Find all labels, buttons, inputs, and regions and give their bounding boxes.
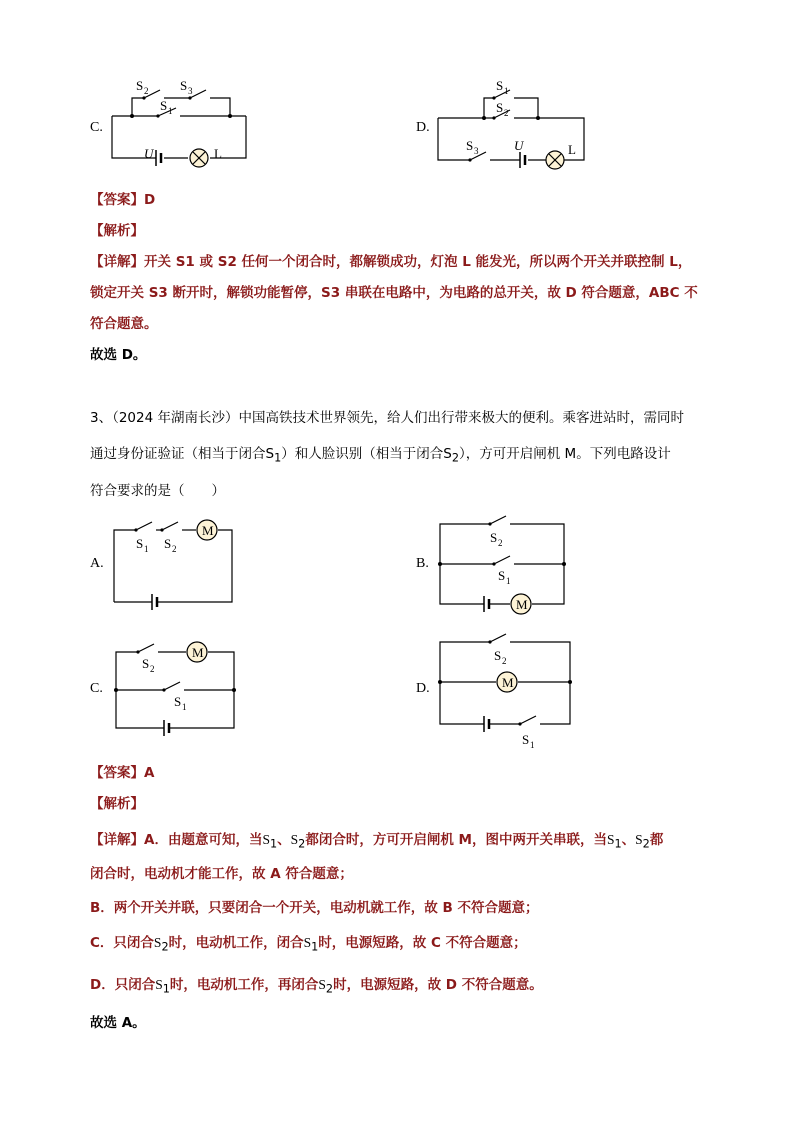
answer-label: 【答案】 [90,765,144,781]
q2-detail-line-1: 【详解】开关 S1 或 S2 任何一个闭合时，都解锁成功，灯泡 L 能发光，所以两个开关并联控制 L， [90,254,692,270]
q3-detail-a-line-1: 【详解】A．由题意可知，当$S_1$、$S_2$都闭合时，方可开启闸机 M，图中两开关串联，当$S_1$、$S_2$都 [90,832,664,851]
q3-choose: 故选 A。 [90,1015,146,1031]
svg-text:2: 2 [498,538,503,548]
svg-text:1: 1 [182,702,187,712]
svg-text:1: 1 [144,544,149,554]
q3-circuit-d [434,628,574,752]
svg-text:2: 2 [504,108,509,118]
q2-option-d-label: D. [416,120,430,135]
q2-choose: 故选 D。 [90,347,147,363]
svg-text:L: L [214,146,222,161]
svg-text:S: S [164,536,172,551]
q2-detail-line-2: 锁定开关 S3 断开时，解锁功能暂停，S3 串联在电路中，为电路的总开关，故 D 符合题意，ABC 不 [90,285,698,301]
q3-option-d-label: D. [416,681,430,696]
svg-text:M: M [192,645,204,660]
q3-detail-d: D．只闭合$S_1$时，电动机工作，再闭合$S_2$时，电源短路，故 D 不符合题意。 [90,977,543,996]
svg-text:M: M [202,523,214,538]
q2-circuit-d [434,78,594,173]
q3-detail-a-line-2: 闭合时，电动机才能工作，故 A 符合题意； [90,866,353,882]
svg-text:2: 2 [172,544,177,554]
q2-option-c-label: C. [90,120,103,135]
q2-circuit-c [108,78,258,173]
q3-stem-line-1: 3、（2024 年湖南长沙）中国高铁技术世界领先，给人们出行带来极大的便利。乘客进站时，需同时 [90,410,684,426]
svg-text:S: S [496,78,504,93]
q2-detail-line-3: 符合题意。 [90,316,158,332]
q3-analysis-label: 【解析】 [90,796,144,812]
svg-text:L: L [568,142,576,157]
svg-text:1: 1 [168,106,173,116]
svg-text:3: 3 [474,146,479,156]
svg-text:S: S [496,100,504,115]
svg-text:S: S [142,656,150,671]
answer-value: D [144,192,156,208]
svg-text:S: S [494,648,502,663]
svg-text:S: S [136,536,144,551]
svg-text:S: S [174,694,182,709]
q3-option-b-label: B. [416,556,429,571]
svg-text:2: 2 [150,664,155,674]
svg-text:M: M [502,675,514,690]
detail-label: 【详解】 [90,832,144,848]
svg-text:S: S [522,732,530,747]
q3-detail-c: C．只闭合$S_2$时，电动机工作，闭合$S_1$时，电源短路，故 C 不符合题意； [90,935,527,954]
svg-text:1: 1 [506,576,511,586]
svg-text:U: U [144,146,154,161]
svg-text:2: 2 [144,86,149,96]
q3-circuit-c [108,636,243,740]
q3-stem-line-2: 通过身份证验证（相当于闭合$S_1$）和人脸识别（相当于闭合$S_2$），方可开启闸机 M。下列电路设计 [90,446,671,465]
q2-answer [90,188,155,208]
answer-value: A [144,765,155,781]
q3-stem-line-3: 符合要求的是（ ） [90,483,225,499]
q2-analysis-label: 【解析】 [90,223,144,239]
svg-text:1: 1 [530,740,535,750]
svg-text:U: U [514,138,524,153]
svg-text:S: S [498,568,506,583]
svg-text:2: 2 [502,656,507,666]
svg-text:S: S [180,78,188,93]
svg-text:S: S [160,98,168,113]
q3-circuit-a [108,512,238,612]
svg-text:S: S [136,78,144,93]
answer-label: 【答案】 [90,192,144,208]
svg-text:M: M [516,597,528,612]
q3-option-a-label: A. [90,556,104,571]
q3-answer [90,761,154,781]
svg-text:3: 3 [188,86,193,96]
q3-detail-b: B．两个开关并联，只要闭合一个开关，电动机就工作，故 B 不符合题意； [90,900,539,916]
q3-option-c-label: C. [90,681,103,696]
svg-text:1: 1 [504,86,509,96]
svg-text:S: S [490,530,498,545]
detail-label: 【详解】 [90,254,144,270]
q3-circuit-b [434,510,574,616]
svg-text:S: S [466,138,474,153]
